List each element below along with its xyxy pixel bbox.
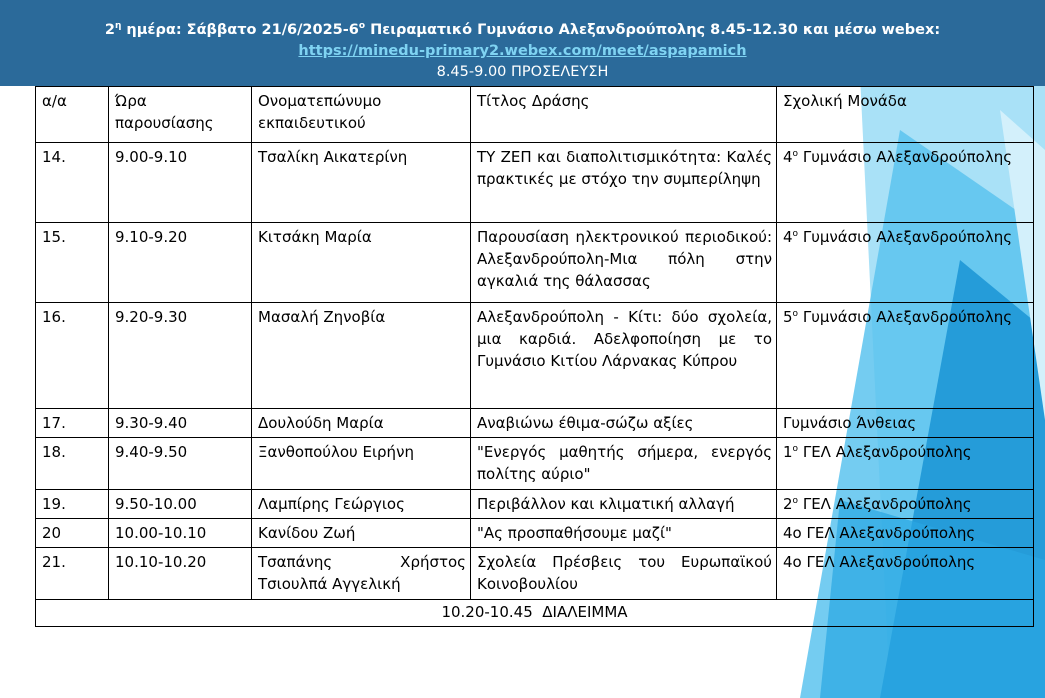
table-row: [36, 548, 1034, 600]
presentation-time: 9.00-9.10: [109, 143, 252, 223]
action-title: "Ενεργός μαθητής σήμερα, ενεργός πολίτης αύριο": [471, 438, 777, 490]
action-title: Αλεξανδρούπολη - Κίτι: δύο σχολεία, μια καρδιά. Αδελφοποίηση με το Γυμνάσιο Κιτίου Λάρνακας Κύπρου: [471, 303, 777, 409]
school-unit: $1^o$ ΓΕΛ Αλεξανδρούπολης: [777, 438, 1034, 490]
school-unit: Γυμνάσιο Άνθειας: [777, 409, 1034, 438]
column-header: Σχολική Μονάδα: [777, 87, 1034, 143]
schedule-table: [35, 86, 1034, 627]
school-unit: $5^o$ Γυμνάσιο Αλεξανδρούπολης: [777, 303, 1034, 409]
row-number: 14.: [36, 143, 109, 223]
row-number: 16.: [36, 303, 109, 409]
teacher-name: Μασαλή Ζηνοβία: [252, 303, 471, 409]
page-header: [0, 0, 1045, 86]
row-number: 17.: [36, 409, 109, 438]
table-header-row: [36, 87, 1034, 143]
teacher-name: Τσαπάνης Χρήστος Τσιουλπά Αγγελική: [252, 548, 471, 600]
table-row: [36, 303, 1034, 409]
webex-link[interactable]: https://minedu-primary2.webex.com/meet/aspapamich: [298, 43, 747, 59]
presentation-time: 9.20-9.30: [109, 303, 252, 409]
presentation-time: 10.10-10.20: [109, 548, 252, 600]
table-row: [36, 409, 1034, 438]
row-number: 18.: [36, 438, 109, 490]
column-header: Τίτλος Δράσης: [471, 87, 777, 143]
school-unit: 4ο ΓΕΛ Αλεξανδρούπολης: [777, 519, 1034, 548]
row-number: 20: [36, 519, 109, 548]
table-row: [36, 490, 1034, 519]
row-number: 19.: [36, 490, 109, 519]
action-title: Αναβιώνω έθιμα-σώζω αξίες: [471, 409, 777, 438]
column-header: Ονοματεπώνυμο εκπαιδευτικού: [252, 87, 471, 143]
arrival-time: 8.45-9.00 ΠΡΟΣΕΛΕΥΣΗ: [436, 64, 609, 80]
break-row: [36, 600, 1034, 627]
presentation-time: 9.40-9.50: [109, 438, 252, 490]
row-number: 21.: [36, 548, 109, 600]
row-number: 15.: [36, 223, 109, 303]
action-title: "Ας προσπαθήσουμε μαζί": [471, 519, 777, 548]
school-unit: $4^o$ Γυμνάσιο Αλεξανδρούπολης: [777, 143, 1034, 223]
table-row: [36, 438, 1034, 490]
teacher-name: Λαμπίρης Γεώργιος: [252, 490, 471, 519]
presentation-time: 9.30-9.40: [109, 409, 252, 438]
column-header: Ώρα παρουσίασης: [109, 87, 252, 143]
school-unit: 4ο ΓΕΛ Αλεξανδρούπολης: [777, 548, 1034, 600]
action-title: ΤΥ ΖΕΠ και διαπολιτισμικότητα: Καλές πρακτικές με στόχο την συμπερίληψη: [471, 143, 777, 223]
school-unit: $4^o$ Γυμνάσιο Αλεξανδρούπολης: [777, 223, 1034, 303]
action-title: Σχολεία Πρέσβεις του Ευρωπαϊκού Κοινοβουλίου: [471, 548, 777, 600]
school-unit: $2^o$ ΓΕΛ Αλεξανδρούπολης: [777, 490, 1034, 519]
presentation-time: 10.00-10.10: [109, 519, 252, 548]
table-row: [36, 519, 1034, 548]
teacher-name: Ξανθοπούλου Ειρήνη: [252, 438, 471, 490]
table-row: [36, 143, 1034, 223]
event-date-line: $2^\eta$ ημέρα: Σάββατο $21/6/2025-6^o$ Πειραματικό Γυμνάσιο Αλεξανδρούπολης 8.45-12.30 και μέσω webex:: [104, 21, 941, 38]
action-title: Παρουσίαση ηλεκτρονικού περιοδικού: Αλεξανδρούπολη-Μια πόλη στην αγκαλιά της θάλασσας: [471, 223, 777, 303]
presentation-time: 9.50-10.00: [109, 490, 252, 519]
column-header: α/α: [36, 87, 109, 143]
teacher-name: Δουλούδη Μαρία: [252, 409, 471, 438]
action-title: Περιβάλλον και κλιματική αλλαγή: [471, 490, 777, 519]
presentation-time: 9.10-9.20: [109, 223, 252, 303]
teacher-name: Κανίδου Ζωή: [252, 519, 471, 548]
break-label: 10.20-10.45 ΔΙΑΛΕΙΜΜΑ: [36, 600, 1034, 627]
teacher-name: Τσαλίκη Αικατερίνη: [252, 143, 471, 223]
table-row: [36, 223, 1034, 303]
teacher-name: Κιτσάκη Μαρία: [252, 223, 471, 303]
